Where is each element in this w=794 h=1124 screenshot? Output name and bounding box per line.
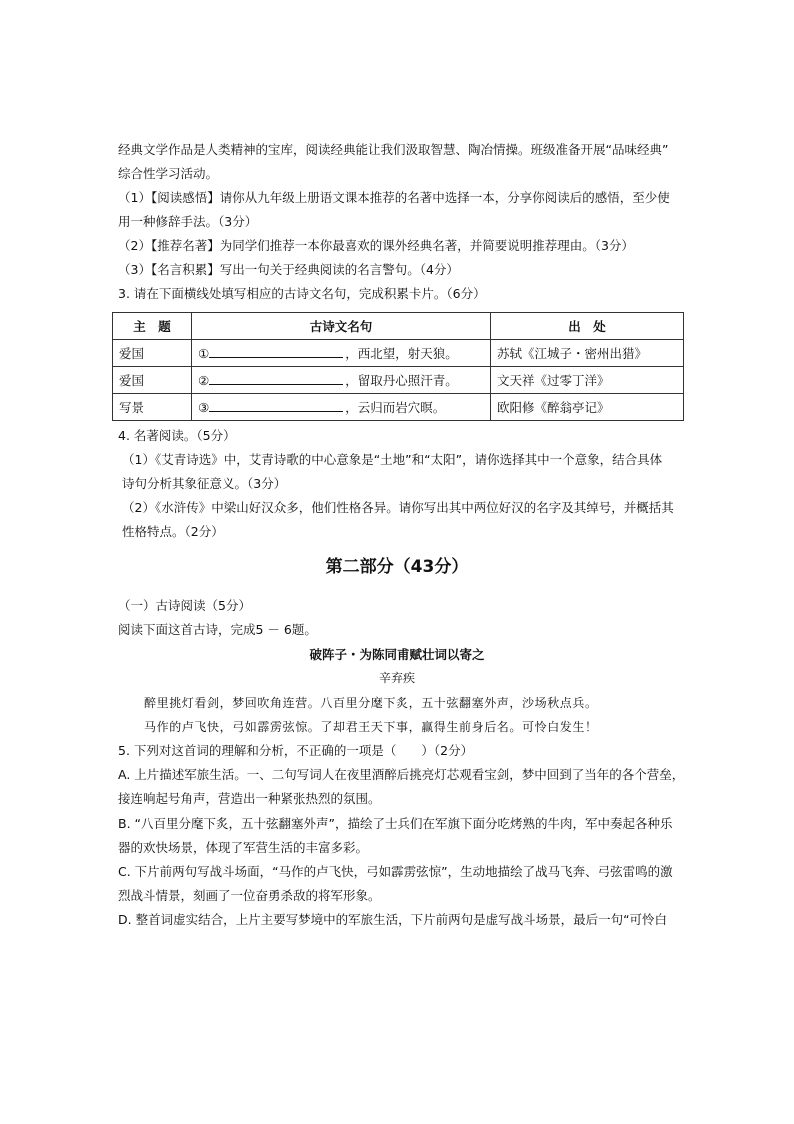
section-ancient-poetry: （一）古诗阅读（5分） (118, 598, 251, 613)
row-theme: 爱国 (113, 340, 192, 367)
poem-title: 破阵子・为陈同甫赋壮词以寄之 (309, 647, 485, 662)
row-verse (192, 367, 491, 394)
part-two-title: 第二部分（43分） (325, 557, 469, 577)
row-verse (192, 340, 491, 367)
q2-item2: （2）【推荐名著】为同学们推荐一本你最喜欢的课外经典名著，并简要说明推荐理由。（3分） (118, 238, 634, 253)
option-c-line1: C. 下片前两句写战斗场面，“马作的卢飞快，弓如霹雳弦惊”，生动地描绘了战马飞奔、弓弦雷鸣的激 (118, 864, 673, 879)
intro-line-1: 经典文学作品是人类精神的宝库，阅读经典能让我们汲取智慧、陶冶情操。班级准备开展“品味经典” (118, 142, 669, 157)
row-theme: 爱国 (113, 367, 192, 394)
intro-line-2: 综合性学习活动。 (118, 166, 219, 181)
q2-item3: （3）【名言积累】写出一句关于经典阅读的名言警句。（4分） (118, 262, 459, 277)
table-header-row (113, 313, 684, 340)
poem-author: 辛弃疾 (378, 671, 415, 685)
row-verse (192, 394, 491, 421)
verse-text: ，西北望，射天狼。 (345, 346, 458, 361)
row-theme: 写景 (113, 394, 192, 421)
row-source: 文天祥《过零丁洋》 (491, 367, 684, 394)
circle-number: ③ (198, 400, 210, 415)
row-source: 欧阳修《醉翁亭记》 (491, 394, 684, 421)
fill-in-blank[interactable] (209, 345, 343, 358)
option-b-line1: B. “八百里分麾下炙，五十弦翻塞外声”，描绘了士兵们在军旗下面分吃烤熟的牛肉，军中奏起各种乐 (118, 816, 673, 831)
q4-item2-line1: （2）《水浒传》中梁山好汉众多，他们性格各异。请你写出其中两位好汉的名字及其绰号，并概括其 (122, 500, 674, 515)
poem-line-2: 马作的卢飞快，弓如霹雳弦惊。了却君王天下事，赢得生前身后名。可怜白发生！ (144, 720, 598, 734)
circle-number: ① (198, 346, 210, 361)
verse-text: ，云归而岩穴暝。 (345, 400, 446, 415)
q4-prompt: 4. 名著阅读。（5分） (118, 428, 236, 443)
circle-number: ② (198, 373, 210, 388)
q4-item1-line2: 诗句分析其象征意义。（3分） (122, 476, 287, 491)
option-a-line2: 接连响起号角声，营造出一种紧张热烈的氛围。 (118, 791, 381, 806)
table-row (113, 394, 684, 421)
fill-in-blank[interactable] (209, 399, 343, 412)
q5-prompt: 5. 下列对这首词的理解和分析，不正确的一项是（ ）（2分） (118, 743, 474, 758)
option-b-line2: 器的欢快场景，体现了军营生活的丰富多彩。 (118, 840, 369, 855)
q2-item1-line1: （1）【阅读感悟】请你从九年级上册语文课本推荐的名著中选择一本，分享你阅读后的感悟，至少使 (118, 190, 670, 205)
header-theme: 主 题 (113, 313, 192, 340)
q4-item1-line1: （1）《艾青诗选》中，艾青诗歌的中心意象是“土地”和“太阳”，请你选择其中一个意象，结合具体 (122, 452, 663, 467)
header-source: 出 处 (491, 313, 684, 340)
option-c-line2: 烈战斗情景，刻画了一位奋勇杀敌的将军形象。 (118, 888, 381, 903)
verse-text: ，留取丹心照汗青。 (345, 373, 458, 388)
poem-line-1: 醉里挑灯看剑，梦回吹角连营。八百里分麾下炙，五十弦翻塞外声，沙场秋点兵。 (144, 696, 598, 710)
q4-item2-line2: 性格特点。（2分） (122, 524, 224, 539)
option-a-line1: A. 上片描述军旅生活。一、二句写词人在夜里酒醉后挑亮灯芯观看宝剑，梦中回到了当年的各个营垒， (118, 767, 685, 782)
header-verse: 古诗文名句 (192, 313, 491, 340)
q3-prompt: 3. 请在下面横线处填写相应的古诗文名句，完成积累卡片。（6分） (118, 286, 486, 301)
fill-in-blank[interactable] (209, 372, 343, 385)
reading-instruction: 阅读下面这首古诗，完成5 － 6题。 (118, 622, 317, 637)
option-d-line1: D. 整首词虚实结合，上片主要写梦境中的军旅生活，下片前两句是虚写战斗场景，最后一句“可怜白 (118, 912, 668, 927)
q2-item1-line2: 用一种修辞手法。（3分） (118, 214, 258, 229)
accumulation-card-table (112, 312, 684, 421)
table-row (113, 367, 684, 394)
row-source: 苏轼《江城子・密州出猎》 (491, 340, 684, 367)
table-row (113, 340, 684, 367)
